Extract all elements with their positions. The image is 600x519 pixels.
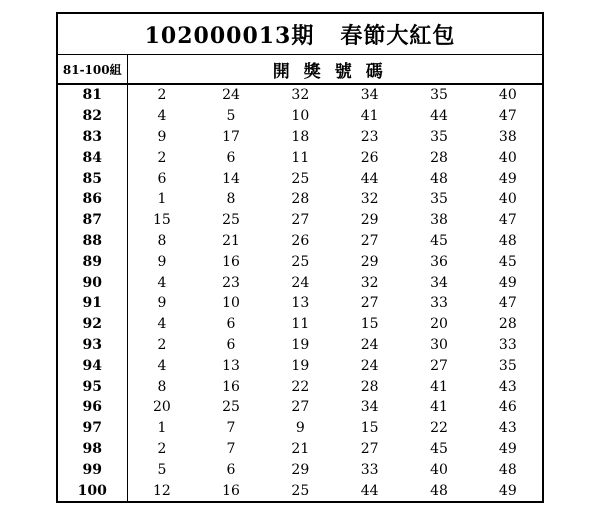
- group-number: 83: [57, 127, 127, 148]
- winning-number-cell: 49: [474, 168, 543, 189]
- winning-number-cell: 46: [474, 397, 543, 418]
- winning-number-cell: 6: [226, 461, 236, 478]
- winning-number-cell: 5: [226, 108, 236, 125]
- group-number: 98: [57, 439, 127, 460]
- winning-number-cell: 33: [474, 335, 543, 356]
- winning-number-cell: 27: [360, 295, 379, 312]
- group-number: 82: [57, 106, 127, 127]
- winning-number-cell: 9: [295, 420, 305, 437]
- winning-number-cell: 38: [430, 212, 448, 229]
- winning-number-cell: 36: [430, 253, 448, 270]
- winning-number-cell: 27: [360, 232, 379, 249]
- winning-number-cell: 10: [291, 108, 310, 125]
- winning-number-cell: 25: [266, 480, 335, 502]
- table-row: [57, 147, 543, 168]
- winning-number-cell: 16: [222, 253, 240, 270]
- group-number: 87: [57, 210, 127, 231]
- table-row: [57, 251, 543, 272]
- group-number: 92: [57, 314, 127, 335]
- group-number: 86: [57, 189, 127, 210]
- group-number: 100: [57, 480, 127, 502]
- winning-number-cell: 29: [360, 212, 379, 229]
- winning-number-cell: 8: [157, 232, 167, 249]
- winning-number-cell: 13: [222, 357, 240, 374]
- title-row: [57, 13, 543, 55]
- winning-number-cell: 27: [360, 440, 379, 457]
- winning-number-cell: 43: [474, 418, 543, 439]
- winning-number-cell: 6: [226, 149, 236, 166]
- winning-number-cell: 44: [360, 170, 379, 187]
- winning-number-cell: 40: [474, 189, 543, 210]
- winning-number-cell: 34: [360, 399, 379, 416]
- winning-number-cell: 41: [360, 108, 379, 125]
- winning-numbers-header: 開獎號碼: [127, 55, 543, 85]
- lottery-results-table: [56, 12, 544, 503]
- sheet-title: [57, 13, 543, 55]
- winning-number-cell: 2: [157, 87, 167, 104]
- winning-number-cell: 28: [430, 149, 448, 166]
- group-number: 88: [57, 231, 127, 252]
- winning-number-cell: 9: [157, 295, 167, 312]
- group-number: 89: [57, 251, 127, 272]
- winning-number-cell: 35: [430, 128, 448, 145]
- winning-number-cell: 19: [291, 357, 310, 374]
- winning-number-cell: 12: [127, 480, 196, 502]
- group-number: 94: [57, 355, 127, 376]
- table-row: [57, 459, 543, 480]
- winning-number-cell: 47: [474, 210, 543, 231]
- winning-number-cell: 9: [157, 128, 167, 145]
- table-row: [57, 439, 543, 460]
- winning-number-cell: 4: [157, 357, 167, 374]
- winning-number-cell: 38: [474, 127, 543, 148]
- winning-number-cell: 15: [360, 316, 379, 333]
- winning-number-cell: 13: [291, 295, 310, 312]
- winning-number-cell: 1: [157, 420, 167, 437]
- winning-number-cell: 34: [360, 87, 379, 104]
- winning-number-cell: 32: [360, 191, 379, 208]
- table-row: [57, 272, 543, 293]
- winning-number-cell: 20: [430, 316, 448, 333]
- event-name: 春節大紅包: [340, 22, 456, 49]
- winning-number-cell: 45: [430, 440, 448, 457]
- winning-number-cell: 33: [360, 461, 379, 478]
- winning-number-cell: 25: [291, 170, 310, 187]
- winning-number-cell: 11: [291, 149, 310, 166]
- winning-number-cell: 27: [291, 212, 310, 229]
- winning-number-cell: 48: [404, 480, 473, 502]
- winning-number-cell: 26: [360, 149, 379, 166]
- winning-number-cell: 49: [474, 272, 543, 293]
- table-row: [57, 231, 543, 252]
- group-number: 85: [57, 168, 127, 189]
- winning-number-cell: 20: [153, 399, 171, 416]
- winning-number-cell: 30: [430, 336, 448, 353]
- winning-number-cell: 11: [291, 316, 310, 333]
- winning-number-cell: 41: [430, 378, 448, 395]
- winning-number-cell: 48: [474, 459, 543, 480]
- winning-number-cell: 44: [335, 480, 404, 502]
- winning-number-cell: 24: [222, 87, 240, 104]
- winning-number-cell: 45: [474, 251, 543, 272]
- group-number: 97: [57, 418, 127, 439]
- table-row: [57, 335, 543, 356]
- winning-number-cell: 48: [474, 231, 543, 252]
- table-row: [57, 355, 543, 376]
- results-body: [57, 13, 543, 502]
- table-row: [57, 168, 543, 189]
- winning-number-cell: 10: [222, 295, 240, 312]
- winning-number-cell: 6: [226, 336, 236, 353]
- group-number: 95: [57, 376, 127, 397]
- winning-number-cell: 18: [291, 128, 310, 145]
- winning-number-cell: 23: [222, 274, 240, 291]
- winning-number-cell: 19: [291, 336, 310, 353]
- winning-number-cell: 22: [430, 420, 448, 437]
- winning-number-cell: 45: [430, 232, 448, 249]
- winning-number-cell: 34: [430, 274, 448, 291]
- issue-number: 102000013期: [144, 22, 315, 49]
- winning-number-cell: 47: [474, 106, 543, 127]
- winning-number-cell: 4: [157, 108, 167, 125]
- winning-number-cell: 43: [474, 376, 543, 397]
- winning-number-cell: 48: [430, 170, 448, 187]
- group-number: 84: [57, 147, 127, 168]
- table-row: [57, 397, 543, 418]
- table-row: [57, 376, 543, 397]
- winning-number-cell: 35: [430, 191, 448, 208]
- winning-number-cell: 21: [291, 440, 310, 457]
- winning-number-cell: 28: [291, 191, 310, 208]
- winning-number-cell: 49: [474, 480, 543, 502]
- winning-number-cell: 2: [157, 336, 167, 353]
- winning-number-cell: 29: [360, 253, 379, 270]
- winning-number-cell: 16: [196, 480, 265, 502]
- winning-number-cell: 49: [474, 439, 543, 460]
- header-row: [57, 55, 543, 85]
- winning-number-cell: 40: [430, 461, 448, 478]
- table-row: [57, 418, 543, 439]
- winning-number-cell: 7: [226, 420, 236, 437]
- winning-number-cell: 40: [474, 147, 543, 168]
- winning-number-cell: 28: [360, 378, 379, 395]
- winning-number-cell: 27: [430, 357, 448, 374]
- winning-number-cell: 22: [291, 378, 310, 395]
- table-row: [57, 84, 543, 106]
- winning-number-cell: 15: [360, 420, 379, 437]
- winning-number-cell: 6: [157, 170, 167, 187]
- winning-number-cell: 6: [226, 316, 236, 333]
- winning-number-cell: 32: [291, 87, 310, 104]
- winning-number-cell: 21: [222, 232, 240, 249]
- group-number: 96: [57, 397, 127, 418]
- winning-number-cell: 15: [153, 212, 171, 229]
- winning-number-cell: 27: [291, 399, 310, 416]
- winning-number-cell: 41: [430, 399, 448, 416]
- table-row: [57, 106, 543, 127]
- winning-number-cell: 44: [430, 108, 448, 125]
- winning-number-cell: 8: [157, 378, 167, 395]
- winning-number-cell: 32: [360, 274, 379, 291]
- winning-number-cell: 25: [222, 212, 240, 229]
- winning-number-cell: 2: [157, 149, 167, 166]
- winning-number-cell: 4: [157, 316, 167, 333]
- table-row: [57, 314, 543, 335]
- winning-number-cell: 7: [226, 440, 236, 457]
- winning-number-cell: 2: [157, 440, 167, 457]
- table-row: [57, 189, 543, 210]
- winning-number-cell: 23: [360, 128, 379, 145]
- winning-number-cell: 8: [226, 191, 236, 208]
- winning-number-cell: 29: [291, 461, 310, 478]
- winning-number-cell: 47: [474, 293, 543, 314]
- table-row: [57, 293, 543, 314]
- winning-number-cell: 28: [474, 314, 543, 335]
- winning-number-cell: 26: [291, 232, 310, 249]
- table-row: [57, 127, 543, 148]
- winning-number-cell: 24: [291, 274, 310, 291]
- group-number: 93: [57, 335, 127, 356]
- winning-number-cell: 35: [430, 87, 448, 104]
- winning-number-cell: 1: [157, 191, 167, 208]
- winning-number-cell: 25: [291, 253, 310, 270]
- winning-number-cell: 24: [360, 336, 379, 353]
- winning-number-cell: 24: [360, 357, 379, 374]
- winning-number-cell: 33: [430, 295, 448, 312]
- winning-number-cell: 17: [222, 128, 240, 145]
- winning-number-cell: 4: [157, 274, 167, 291]
- table-row: [57, 480, 543, 502]
- group-number: 91: [57, 293, 127, 314]
- winning-number-cell: 5: [157, 461, 167, 478]
- winning-number-cell: 40: [474, 84, 543, 106]
- table-row: [57, 210, 543, 231]
- winning-number-cell: 25: [222, 399, 240, 416]
- group-number: 90: [57, 272, 127, 293]
- winning-number-cell: 14: [222, 170, 240, 187]
- group-number: 81: [57, 84, 127, 106]
- winning-number-cell: 9: [157, 253, 167, 270]
- winning-number-cell: 16: [222, 378, 240, 395]
- winning-number-cell: 35: [474, 355, 543, 376]
- group-range-header: 81-100組: [57, 55, 127, 85]
- group-number: 99: [57, 459, 127, 480]
